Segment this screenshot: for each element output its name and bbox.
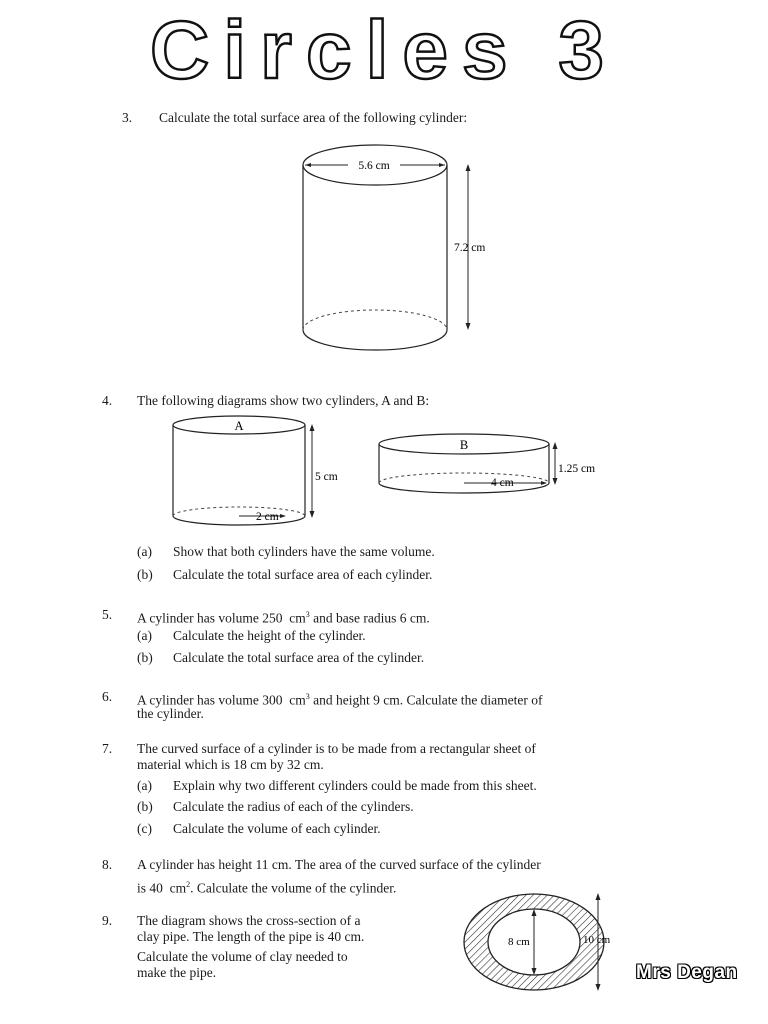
question-5-unit: cm	[289, 610, 306, 626]
question-6-number: 6.	[102, 689, 113, 704]
question-8-line1: A cylinder has height 11 cm. The area of the curved surface of the cylinder	[137, 857, 541, 872]
height-label: 7.2 cm	[454, 242, 486, 254]
question-8-text-after: . Calculate the volume of the cylinder.	[190, 880, 397, 896]
question-7c-text: Calculate the volume of each cylinder.	[173, 821, 381, 836]
outer-diameter-label: 10 cm	[583, 934, 611, 946]
height-arrow-top	[466, 164, 471, 171]
cylinder-b-height-arrow-top	[553, 442, 558, 449]
question-3-text: Calculate the total surface area of the following cylinder:	[159, 110, 468, 125]
cylinder-a-height-arrow-bottom	[310, 511, 315, 518]
question-5b	[137, 649, 424, 666]
question-5-text-after: and base radius 6 cm.	[313, 610, 430, 626]
cylinder-b-radius-label: 4 cm	[491, 477, 514, 489]
cylinder-b-bottom-front	[379, 483, 549, 493]
question-5b-label: (b)	[137, 650, 153, 665]
pipe-cross-section-diagram	[462, 888, 632, 992]
question-7b	[137, 798, 414, 815]
question-4b-text: Calculate the total surface area of each cylinder.	[173, 567, 433, 582]
question-4-text: The following diagrams show two cylinders, A and B:	[137, 393, 430, 408]
question-9-line3: Calculate the volume of clay needed to	[137, 949, 348, 964]
question-6-text-after: and height 9 cm. Calculate the diameter of	[313, 692, 543, 708]
question-4b	[137, 566, 432, 583]
question-7a	[137, 777, 537, 794]
diameter-arrow-right	[439, 163, 445, 167]
question-6-text-before: A cylinder has volume 300	[137, 692, 283, 708]
question-7b-label: (b)	[137, 799, 153, 814]
cylinder-a-radius-label: 2 cm	[256, 511, 279, 523]
question-5a-label: (a)	[137, 628, 152, 643]
question-9-line1: The diagram shows the cross-section of a	[137, 913, 361, 928]
question-7c	[137, 820, 381, 837]
inner-diameter-label: 8 cm	[508, 936, 530, 948]
cylinder-a-height-label: 5 cm	[315, 471, 338, 483]
question-8-text-before: is 40	[137, 880, 163, 896]
question-5b-text: Calculate the total surface area of the cylinder.	[173, 650, 425, 665]
question-7c-label: (c)	[137, 821, 152, 836]
question-5-text-before: A cylinder has volume 250	[137, 610, 283, 626]
cylinder-b-name: B	[459, 438, 469, 452]
question-7-line1: The curved surface of a cylinder is to be made from a rectangular sheet of	[137, 741, 536, 756]
cylinder-b-diagram	[373, 430, 613, 500]
question-8-number: 8.	[102, 857, 113, 872]
outer-diameter-arrow-top	[596, 893, 601, 900]
height-arrow-bottom	[466, 323, 471, 330]
question-5a	[137, 627, 366, 644]
diameter-label: 5.6 cm	[358, 160, 390, 172]
question-8-exponent: 2	[186, 880, 191, 889]
question-7-number: 7.	[102, 741, 113, 756]
question-5-exponent: 3	[305, 610, 310, 619]
question-4a-label: (a)	[137, 544, 152, 559]
cylinder-a-height-arrow-top	[310, 424, 315, 431]
question-5-number: 5.	[102, 607, 113, 622]
question-9-number: 9.	[102, 913, 113, 928]
question-6-unit: cm	[289, 692, 306, 708]
cylinder-a-radius-arrow	[280, 514, 286, 518]
cylinder-b-height-arrow-bottom	[553, 478, 558, 485]
diameter-arrow-left	[305, 163, 311, 167]
question-5a-text: Calculate the height of the cylinder.	[173, 628, 366, 643]
question-8-line2	[137, 876, 396, 897]
cylinder-bottom-front	[303, 330, 447, 350]
cylinder-b-bottom-back	[379, 473, 549, 483]
outer-diameter-arrow-bottom	[596, 984, 601, 991]
cylinder-a-name: A	[234, 419, 244, 433]
author-signature: Mrs Degan	[636, 962, 738, 983]
cylinder-diagram-q3	[290, 138, 510, 370]
question-9-line2: clay pipe. The length of the pipe is 40 cm.	[137, 929, 365, 944]
question-4-number: 4.	[102, 393, 113, 408]
question-4b-label: (b)	[137, 567, 153, 582]
cylinder-a-bottom-back	[173, 507, 305, 516]
question-7-line2: material which is 18 cm by 32 cm.	[137, 757, 324, 772]
cylinder-bottom-back	[303, 310, 447, 330]
question-9-line4: make the pipe.	[137, 965, 217, 980]
cylinder-a-bottom-front	[173, 516, 305, 525]
question-5-text	[137, 606, 430, 627]
question-3-number: 3.	[122, 110, 133, 125]
question-4a	[137, 543, 435, 560]
cylinder-b-height-label: 1.25 cm	[558, 463, 596, 475]
worksheet-title: Circles 3	[150, 5, 618, 96]
question-7a-label: (a)	[137, 778, 152, 793]
question-8-unit: cm	[169, 880, 187, 896]
question-6-line2: the cylinder.	[137, 706, 204, 721]
cylinder-b-radius-arrow	[541, 481, 547, 485]
question-7a-text: Explain why two different cylinders could be made from this sheet.	[173, 778, 537, 793]
cylinder-a-diagram	[166, 412, 366, 538]
question-4a-text: Show that both cylinders have the same volume.	[173, 544, 435, 559]
question-6-exponent: 3	[305, 692, 310, 701]
question-7b-text: Calculate the radius of each of the cylinders.	[173, 799, 414, 814]
